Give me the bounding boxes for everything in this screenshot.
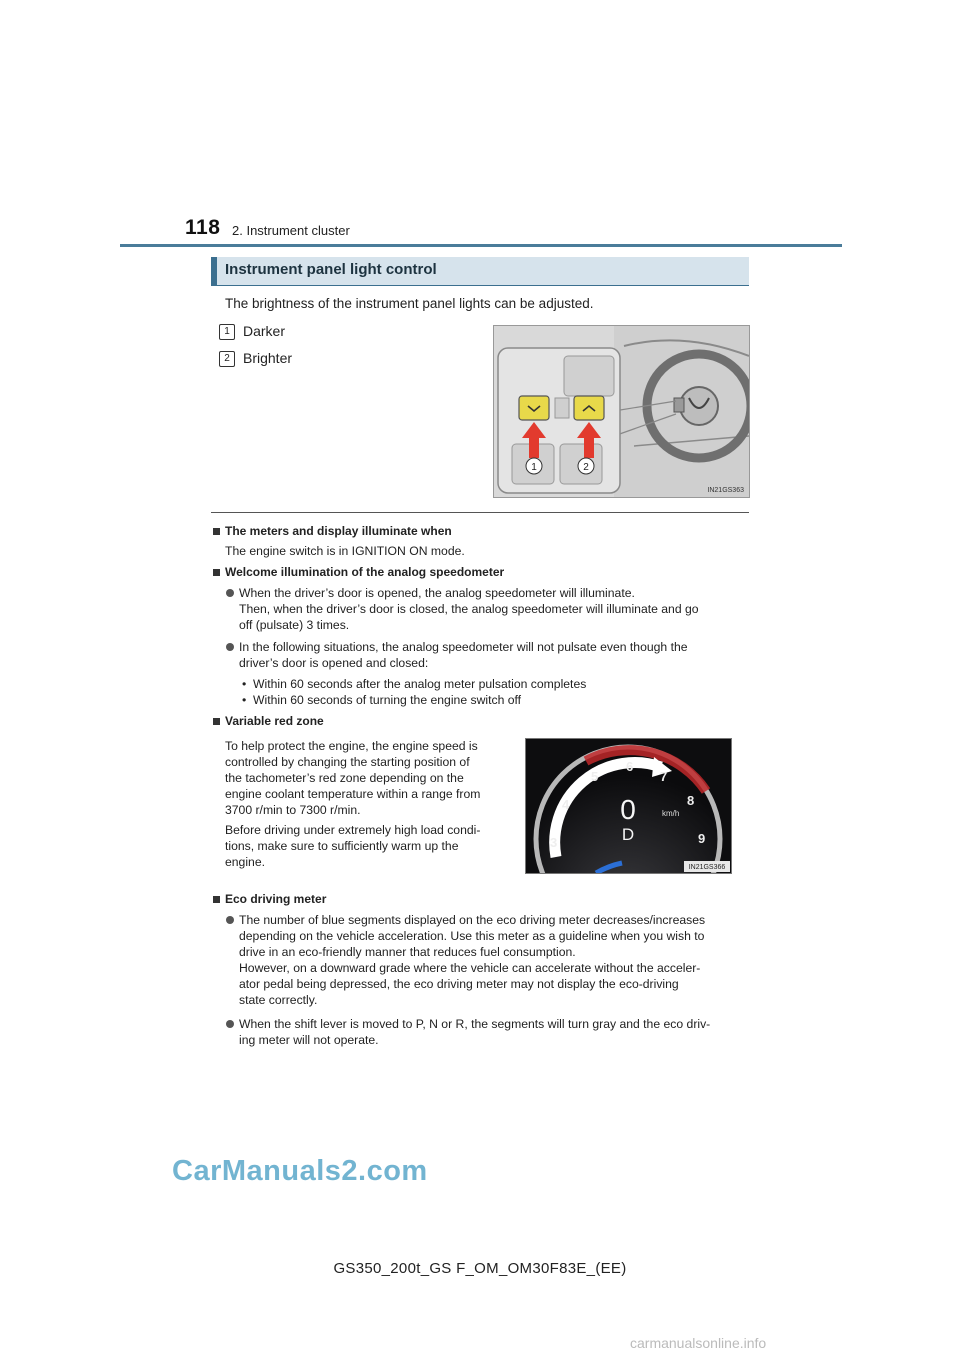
- note-heading-welcome: Welcome illumination of the analog speedometer: [225, 565, 505, 579]
- heading-bullet-icon: [213, 569, 220, 576]
- welcome-sub-2: Within 60 seconds of turning the engine switch off: [253, 693, 522, 707]
- bullet-dot-icon: [226, 589, 234, 597]
- eco-bullet-1: The number of blue segments displayed on the eco driving meter decreases/increases depending on the vehicle acceleration. Use this meter as a guideline when you wish to drive in an eco-friendly manner that reduces fuel consumption. However, on a downward grade where the vehicle can accelerate without the acceler- ator pedal being depressed, the eco driving meter may not display the eco-driving state correctly.: [239, 913, 706, 1007]
- figure-code: IN21GS366: [688, 864, 726, 871]
- tachometer-illustration: [526, 739, 731, 873]
- eco-bullet-2: When the shift lever is moved to P, N or R, the segments will turn gray and the eco driv- ing meter will not operate.: [239, 1017, 711, 1047]
- page-number: 118: [185, 216, 221, 239]
- welcome-bullet-1: When the driver’s door is opened, the analog speedometer will illuminate. Then, when the driver’s door is closed, the analog speedometer will illuminate and go off (pulsate) 3 times.: [239, 586, 699, 632]
- bullet-dot-icon: [226, 643, 234, 651]
- welcome-sub-1: Within 60 seconds after the analog meter pulsation completes: [253, 677, 587, 691]
- speed-readout: 0: [620, 794, 636, 825]
- tick-label: 3: [550, 835, 558, 850]
- welcome-sub-item: •: [242, 693, 247, 707]
- dashboard-switch-figure: [493, 325, 750, 498]
- note-heading-illuminate: The meters and display illuminate when: [225, 524, 452, 538]
- tick-label: 5: [591, 769, 599, 784]
- tick-label: 8: [687, 793, 695, 808]
- note-heading-redzone: Variable red zone: [225, 714, 324, 728]
- document-code: GS350_200t_GS F_OM_OM30F83E_(EE): [333, 1260, 627, 1277]
- figure-code: IN21GS363: [707, 487, 744, 494]
- svg-text:2: 2: [583, 462, 589, 473]
- section-separator: [211, 512, 749, 513]
- item-label-darker: Darker: [243, 323, 286, 339]
- darker-button-icon: [519, 396, 549, 420]
- watermark-logo: CarManuals2.com: [172, 1155, 428, 1187]
- brighter-button-icon: [574, 396, 604, 420]
- bullet-dot-icon: [226, 916, 234, 924]
- note-heading-eco: Eco driving meter: [225, 892, 327, 906]
- welcome-sub-item: •: [242, 677, 247, 691]
- heading-bullet-icon: [213, 896, 220, 903]
- dashboard-illustration: [494, 326, 749, 497]
- tick-label: 6: [626, 759, 634, 774]
- tick-label: 4: [562, 797, 570, 812]
- svg-text:1: 1: [531, 462, 537, 473]
- item-label-brighter: Brighter: [243, 350, 293, 366]
- item-number-badge: 2: [219, 351, 235, 367]
- chapter-title: 2. Instrument cluster: [232, 223, 350, 238]
- welcome-bullet-2: In the following situations, the analog speedometer will not pulsate even though the driver’s door is opened and closed:: [239, 640, 688, 670]
- note-text-illuminate: The engine switch is in IGNITION ON mode.: [225, 544, 465, 558]
- section-title-bar: [211, 257, 749, 285]
- section-intro: The brightness of the instrument panel lights can be adjusted.: [225, 296, 594, 311]
- heading-bullet-icon: [213, 718, 220, 725]
- site-watermark: carmanualsonline.info: [630, 1335, 767, 1351]
- section-title-underline: [211, 285, 749, 286]
- tick-label: 9: [698, 831, 706, 846]
- header-divider: [120, 244, 842, 247]
- tick-label: 7: [660, 769, 668, 784]
- item-number-badge: 1: [219, 324, 235, 340]
- tachometer-figure: [525, 738, 732, 874]
- speed-unit: km/h: [662, 809, 680, 818]
- redzone-paragraph-2: Before driving under extremely high load condi- tions, make sure to sufficiently warm up the engine.: [225, 823, 481, 869]
- section-title: Instrument panel light control: [225, 261, 437, 278]
- bullet-dot-icon: [226, 1020, 234, 1028]
- redzone-paragraph-1: To help protect the engine, the engine speed is controlled by changing the starting position of the tachometer’s red zone depending on the engine coolant temperature within a range from 3700 r/min to 7300 r/min.: [225, 739, 481, 817]
- gear-indicator: D: [621, 825, 635, 844]
- heading-bullet-icon: [213, 528, 220, 535]
